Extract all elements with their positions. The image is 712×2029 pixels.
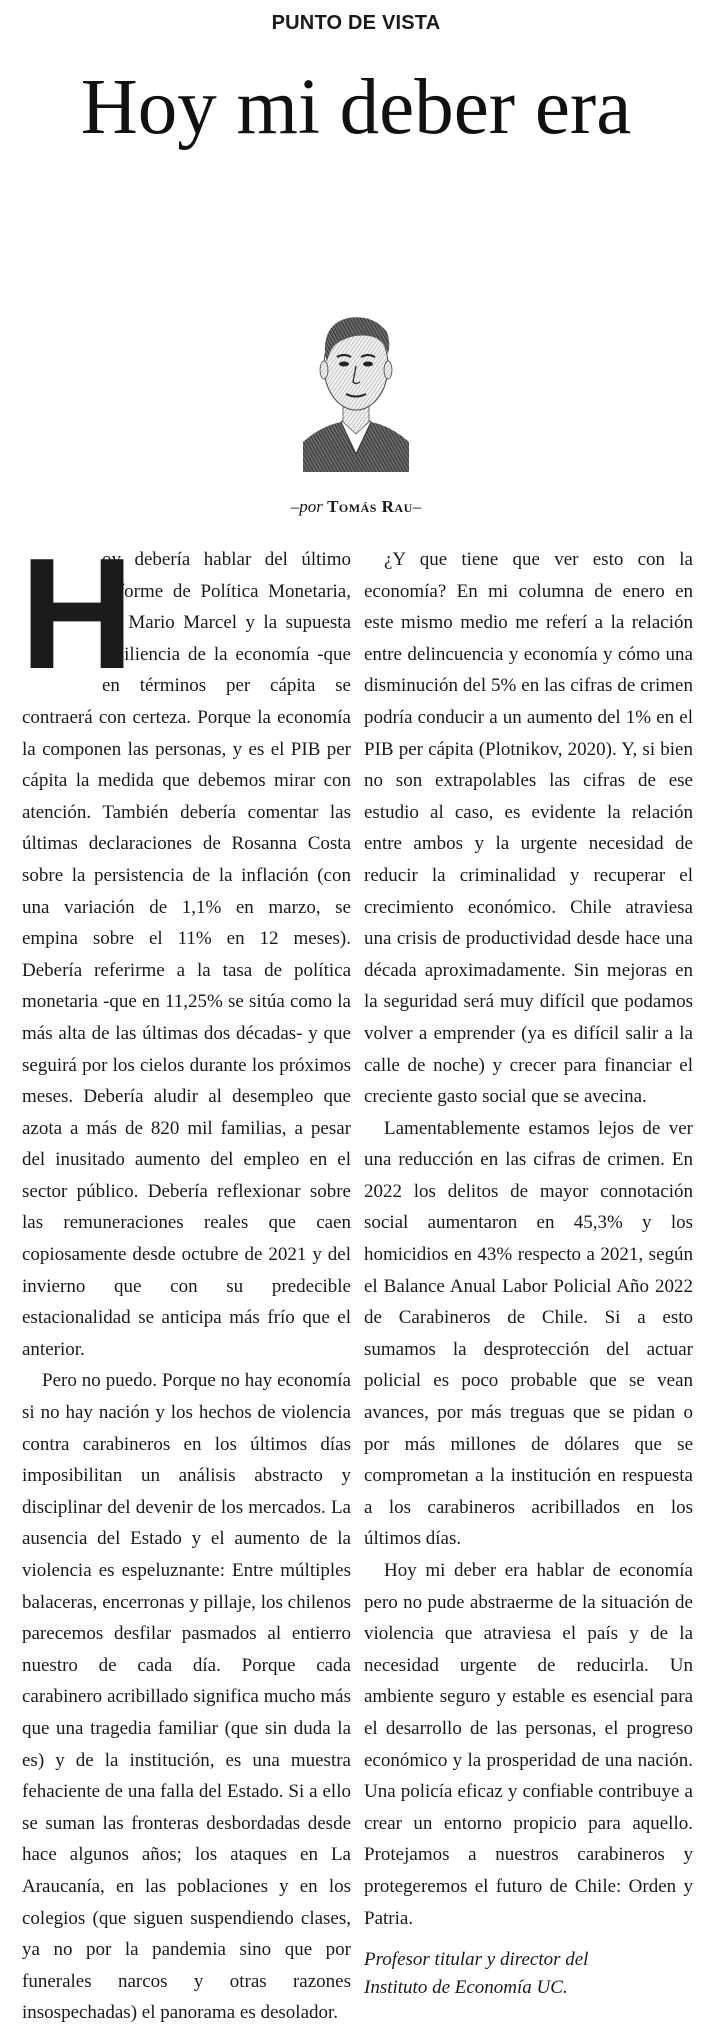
author-signature (364, 1946, 693, 2002)
signature-line-1: Profesor titular y director del (364, 1949, 589, 1971)
article-paragraph (20, 526, 351, 1365)
headline: Hoy mi deber era (80, 64, 632, 151)
byline (0, 497, 712, 517)
article-column-left (20, 526, 351, 2029)
article-paragraph: Hoy mi deber era hablar de economía pero no pude abstraerme de la situación de violencia que atraviesa el país y de la necesidad urgente de reducirla. Un ambiente seguro y estable es esencial para el desarrollo de las personas, el progreso económico y la prosperidad de una nación. Una policía eficaz y confiable contribuye a crear un entorno propicio para aquello. Protejamos a nuestros carabineros y protegeremos el futuro de Chile: Orden y Patria. (364, 1560, 693, 1929)
section-label: PUNTO DE VISTA (271, 12, 441, 34)
article-paragraph: Pero no puedo. Porque no hay economía si no hay nación y los hechos de violencia contra carabineros en los últimos días imposibilitan un análisis abstracto y disciplinar del devenir de los mercados. La ausencia del Estado y el aumento de la violencia es espeluznante: Entre múltiples balaceras, encerronas y pillaje, los chilenos parecemos desfilar pasmados al entierro nuestro de cada día. Porque cada carabinero acribillado significa mucho más que una tragedia familiar (que sin duda la es) y de la institución, es una muestra fehaciente de una falla del Estado. Si a ello se suman las fronteras desbordadas desde hace algunos años; los ataques en La Araucanía, en las poblaciones y en los colegios (que siguen suspendiendo clases, ya no por la pandemia sino que por funerales narcos y otras razones insospechadas) el panorama es desolador. (22, 1370, 351, 2024)
article-column-right (364, 544, 693, 2002)
author-portrait (303, 304, 409, 472)
author-portrait-illustration (303, 304, 409, 472)
byline-prefix: –por (290, 497, 323, 516)
article-paragraph: ¿Y que tiene que ver esto con la economía? En mi columna de enero en este mismo medio me referí a la relación entre delincuencia y economía y cómo una disminución del 5% en las cifras de crimen podría conducir a un aumento del 1% en el PIB per cápita (Plotnikov, 2020). Y, si bien no son extrapolables las cifras de ese estudio al caso, es evidente la relación entre ambos y la urgente necesidad de reducir la criminalidad y recuperar el crecimiento económico. Chile atraviesa una crisis de productividad desde hace una década aproximadamente. Sin mejoras en la seguridad será muy difícil que podamos volver a emprender (ya es difícil salir a la calle de noche) y crecer para financiar el creciente gasto social que se avecina. (364, 549, 693, 1108)
author-name: Tomás Rau (327, 497, 413, 516)
drop-cap: H (20, 526, 135, 702)
article-paragraph: Lamentablemente estamos lejos de ver una reducción en las cifras de crimen. En 2022 los delitos de mayor connotación social aumentaron en 45,3% y los homicidios en 43% respecto a 2021, según el Balance Anual Labor Policial Año 2022 de Carabineros de Chile. Si a esto sumamos la desprotección del actuar policial es poco probable que se vean avances, por más treguas que se pidan o por más millones de dólares que se comprometan a la institución en respuesta a los carabineros acribillados en los últimos días. (364, 1117, 693, 1550)
signature-line-2: Instituto de Economía UC. (364, 1977, 568, 1999)
paragraph-text: oy debería hablar del último Informe de Política Monetaria, de Mario Marcel y la supuesta resiliencia de la economía -que en términos per cápita se contraerá con certeza. Porque la economía la componen las personas, y es el PIB per cápita la medida que debemos mirar con atención. También debería comentar las últimas declaraciones de Rosanna Costa sobre la persistencia de la inflación (con una variación de 1,1% en marzo, se empina sobre el 11% en 12 meses). Debería referirme a la tasa de política monetaria -que en 11,25% se sitúa como la más alta de las últimas dos décadas- y que seguirá por los cielos durante los próximos meses. Debería aludir al desempleo que azota a más de 820 mil familias, a pesar del inusitado aumento del empleo en el sector público. Debería reflexionar sobre las remuneraciones reales que caen copiosamente desde octubre de 2021 y del invierno que con su predecible estacionalidad se anticipa más frío que el anterior. (22, 549, 351, 1360)
byline-suffix: – (412, 497, 422, 516)
